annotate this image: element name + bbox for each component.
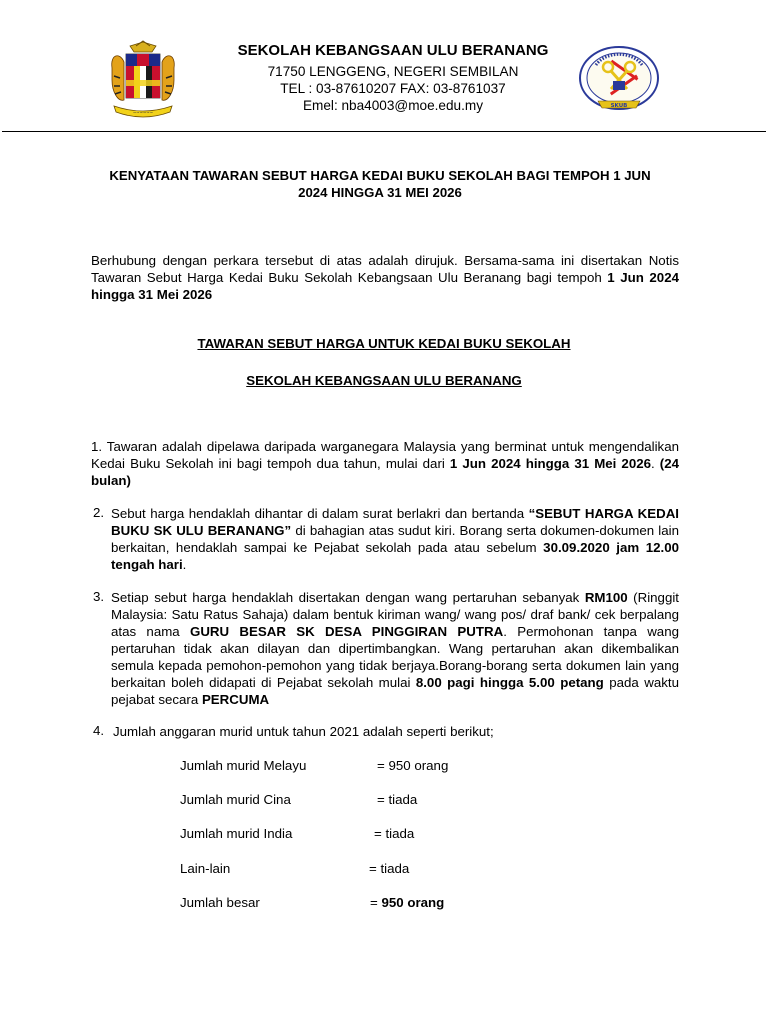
student-row-value: = tiada [369, 861, 410, 876]
item-2-bold-label: “SEBUT HARGA KEDAI BUKU SK ULU BERANANG” [111, 506, 679, 538]
item-2-text-2: di bahagian atas sudut kiri. Borang serta dokumen-dokumen lain berkaitan, hendaklah sampai ke Pejabat sekolah pada atau sebelum [111, 523, 679, 555]
letterhead [0, 0, 768, 134]
total-row-label: Jumlah besar [180, 895, 260, 910]
item-4-number: 4. [93, 723, 105, 738]
item-1-text-2: . [651, 456, 660, 471]
document-title-line1: KENYATAAN TAWARAN SEBUT HARGA KEDAI BUKU SEKOLAH BAGI TEMPOH 1 JUN [109, 168, 651, 183]
item-3-deposit: RM100 [584, 590, 628, 605]
item-3-text-2: (Ringgit Malaysia: Satu Ratus Sahaja) dalam bentuk kiriman wang/ wang pos/ draf bank/ cek berpalang atas nama [111, 590, 680, 639]
item-1-text: Tawaran adalah dipelawa daripada warganegara Malaysia yang berminat untuk mengendalikan Kedai Buku Sekolah ini bagi tempoh dua tahun, mulai dari [91, 439, 679, 471]
svg-text:~~~~~~: ~~~~~~ [132, 110, 154, 115]
heading-tender: TAWARAN SEBUT HARGA UNTUK KEDAI BUKU SEKOLAH [197, 336, 571, 351]
item-3 [111, 589, 679, 708]
item-3-free: PERCUMA [201, 692, 270, 707]
item-4-text: Jumlah anggaran murid untuk tahun 2021 adalah seperti berikut; [113, 724, 494, 739]
school-phone-fax: TEL : 03-87610207 FAX: 03-8761037 [280, 81, 506, 96]
student-row-value: = tiada [377, 792, 418, 807]
total-equals: = [370, 895, 382, 910]
intro-bold-period: 1 Jun 2024 hingga 31 Mei 2026 [91, 270, 679, 302]
item-2-text: Sebut harga hendaklah dihantar di dalam surat berlakri dan bertanda [111, 506, 529, 521]
item-3-text-3: . Permohonan tanpa wang pertaruhan tidak akan dilayan dan dipertimbangkan. Wang pertaruhan akan dikembalikan semula kepada pemohon-pemohon yang tidak berjaya.Borang-borang serta dokumen lain yang berkaitan boleh didapati di Pejabat sekolah mulai [111, 624, 679, 690]
header-divider [2, 131, 766, 132]
school-email: Emel: nba4003@moe.edu.my [302, 98, 484, 113]
item-3-text: Setiap sebut harga hendaklah disertakan dengan wang pertaruhan sebanyak [111, 590, 585, 605]
student-row-label: Lain-lain [180, 861, 231, 876]
item-1 [91, 438, 679, 489]
item-2 [111, 505, 679, 573]
item-1-number: 1. [91, 439, 103, 454]
intro-text: Berhubung dengan perkara tersebut di atas adalah dirujuk. Bersama-sama ini disertakan Notis Tawaran Sebut Harga Kedai Buku Sekolah Kebangsaan Ulu Beranang bagi tempoh [91, 253, 679, 285]
item-1-duration: (24 bulan) [91, 456, 679, 488]
crest-banner-text: SKUB [610, 103, 628, 109]
item-3-text-4: pada waktu pejabat secara [111, 675, 679, 707]
total-value: 950 orang [381, 895, 445, 910]
item-2-text-3: . [182, 557, 187, 572]
total-row-value [370, 895, 444, 910]
intro-paragraph [91, 252, 679, 303]
school-name: SEKOLAH KEBANGSAAN ULU BERANANG [237, 42, 549, 59]
student-row-label: Jumlah murid India [180, 826, 293, 841]
item-3-payee: GURU BESAR SK DESA PINGGIRAN PUTRA [189, 624, 504, 639]
document-title [80, 167, 680, 201]
school-address: 71750 LENGGENG, NEGERI SEMBILAN [267, 64, 519, 79]
item-2-deadline: 30.09.2020 jam 12.00 tengah hari [111, 540, 679, 572]
student-row-label: Jumlah murid Melayu [180, 758, 307, 773]
heading-school: SEKOLAH KEBANGSAAN ULU BERANANG [246, 373, 522, 388]
student-row-value: = 950 orang [377, 758, 449, 773]
document-title-line2: 2024 HINGGA 31 MEI 2026 [298, 185, 462, 200]
student-row-value: = tiada [374, 826, 415, 841]
item-3-hours: 8.00 pagi hingga 5.00 petang [415, 675, 604, 690]
item-3-number: 3. [93, 589, 105, 604]
school-emblem-icon [578, 45, 660, 115]
item-1-bold-period: 1 Jun 2024 hingga 31 Mei 2026 [449, 456, 652, 471]
item-2-number: 2. [93, 505, 105, 520]
student-row-label: Jumlah murid Cina [180, 792, 291, 807]
